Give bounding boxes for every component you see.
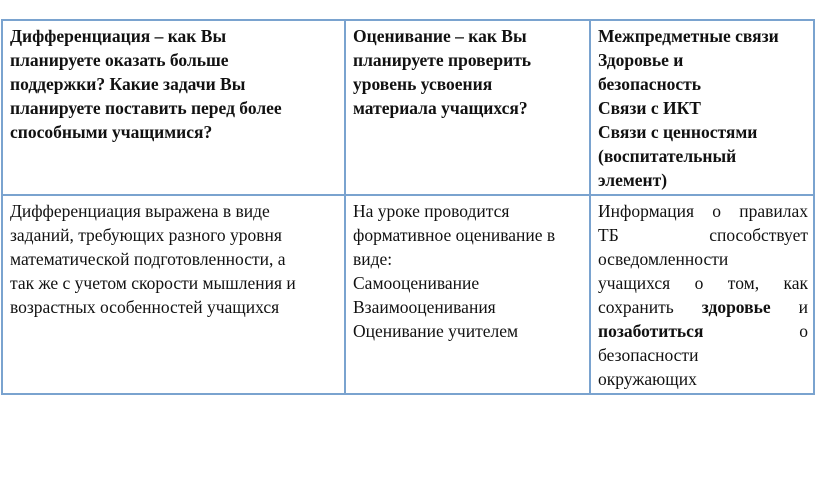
header-differentiation	[2, 20, 345, 195]
lesson-plan-table	[1, 19, 815, 395]
cell-differentiation	[2, 195, 345, 394]
header-text-line: (воспитательный	[598, 146, 737, 166]
cell-text-line: виде:	[353, 249, 393, 269]
cell-text-line: На уроке проводится	[353, 201, 510, 221]
cell-cross-curricular	[590, 195, 814, 394]
cell-text-line: Дифференциация выражена в виде	[10, 201, 270, 221]
cell-text-line	[598, 319, 808, 343]
header-cross-curricular	[590, 20, 814, 195]
header-text-line: Дифференциация – как Вы	[10, 26, 227, 46]
header-text-line: Оценивание – как Вы	[353, 26, 527, 46]
cell-word: о	[799, 321, 808, 341]
header-text-line: способными учащимися?	[10, 122, 213, 142]
header-text-line: уровень усвоения	[353, 74, 493, 94]
cell-text-line: так же с учетом скорости мышления и	[10, 273, 296, 293]
cell-text-line: учащихся о том, как	[598, 273, 808, 293]
cell-assessment	[345, 195, 590, 394]
cell-text-line	[598, 295, 808, 319]
cell-text-line: Самооценивание	[353, 273, 480, 293]
cell-text-line: осведомленности	[598, 249, 729, 269]
cell-text-line: Оценивание учителем	[353, 321, 519, 341]
table-header-row	[2, 20, 814, 195]
header-text-line: планируете оказать больше	[10, 50, 229, 70]
header-text-line: планируете проверить	[353, 50, 532, 70]
header-text-line: элемент)	[598, 170, 668, 190]
header-text-line: поддержки? Какие задачи Вы	[10, 74, 246, 94]
header-text-line: Здоровье и	[598, 50, 684, 70]
table-row	[2, 195, 814, 394]
health-emphasis: здоровье	[701, 297, 771, 317]
cell-text-line: возрастных особенностей учащихся	[10, 297, 280, 317]
cell-text-line: Взаимооценивания	[353, 297, 496, 317]
cell-text-line: формативное оценивание в	[353, 225, 556, 245]
header-text-line: Связи с ИКТ	[598, 98, 701, 118]
cell-word: и	[798, 297, 808, 317]
care-emphasis: позаботиться	[598, 321, 704, 341]
cell-text-line: заданий, требующих разного уровня	[10, 225, 282, 245]
cell-word: сохранить	[598, 297, 674, 317]
cell-text-line: окружающих	[598, 369, 697, 389]
cell-text-line: Информация о правилах	[598, 201, 808, 221]
cell-text-line: безопасности	[598, 345, 699, 365]
header-assessment	[345, 20, 590, 195]
header-text-line: Связи с ценностями	[598, 122, 758, 142]
cell-text-line: ТБ способствует	[598, 225, 808, 245]
header-text-line: планируете поставить перед более	[10, 98, 282, 118]
header-text-line: Межпредметные связи	[598, 26, 779, 46]
cell-text-line: математической подготовленности, а	[10, 249, 286, 269]
header-text-line: материала учащихся?	[353, 98, 528, 118]
header-text-line: безопасность	[598, 74, 702, 94]
